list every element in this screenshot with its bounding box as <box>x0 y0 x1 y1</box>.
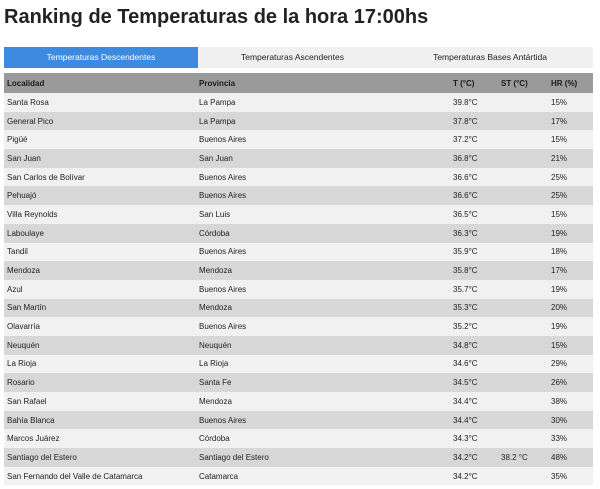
header-localidad: Localidad <box>7 78 45 88</box>
cell-temperatura: 35.3°C <box>453 303 478 313</box>
cell-temperatura: 34.5°C <box>453 378 478 388</box>
cell-humedad: 35% <box>551 471 568 481</box>
cell-sensacion-termica <box>498 280 548 299</box>
cell-humedad: 33% <box>551 434 568 444</box>
cell-localidad: Santiago del Estero <box>7 452 77 462</box>
cell-humedad: 25% <box>551 172 568 182</box>
table-row <box>4 373 593 392</box>
cell-temperatura: 34.8°C <box>453 340 478 350</box>
cell-sensacion-termica <box>498 205 548 224</box>
table-row <box>4 149 593 168</box>
cell-localidad: Mendoza <box>7 266 40 276</box>
cell-localidad: Pigüé <box>7 135 28 145</box>
cell-temperatura: 34.2°C <box>453 452 478 462</box>
cell-humedad: 25% <box>551 191 568 201</box>
cell-provincia: Santiago del Estero <box>199 452 269 462</box>
cell-provincia: Santa Fe <box>199 378 232 388</box>
cell-provincia: La Pampa <box>199 116 236 126</box>
cell-localidad: San Rafael <box>7 396 47 406</box>
cell-temperatura: 36.6°C <box>453 191 478 201</box>
cell-humedad: 26% <box>551 378 568 388</box>
cell-sensacion-termica <box>498 186 548 205</box>
cell-sensacion-termica <box>498 355 548 374</box>
table-row <box>4 355 593 374</box>
cell-provincia: Catamarca <box>199 471 239 481</box>
cell-sensacion-termica <box>498 243 548 262</box>
cell-provincia: San Juan <box>199 153 233 163</box>
cell-temperatura: 37.2°C <box>453 135 478 145</box>
cell-sensacion-termica <box>498 261 548 280</box>
cell-temperatura: 36.8°C <box>453 153 478 163</box>
cell-localidad: Villa Reynolds <box>7 209 58 219</box>
cell-provincia: La Rioja <box>199 359 229 369</box>
cell-provincia: Mendoza <box>199 266 232 276</box>
cell-provincia: Buenos Aires <box>199 172 247 182</box>
tab-temperaturas-bases-antartida[interactable]: Temperaturas Bases Antártida <box>387 47 593 68</box>
cell-temperatura: 34.2°C <box>453 471 478 481</box>
table-body <box>4 93 593 485</box>
cell-provincia: Córdoba <box>199 228 230 238</box>
cell-humedad: 20% <box>551 303 568 313</box>
cell-localidad: Azul <box>7 284 23 294</box>
cell-sensacion-termica: 38.2 °C <box>501 452 528 462</box>
cell-provincia: Mendoza <box>199 396 232 406</box>
cell-temperatura: 35.8°C <box>453 266 478 276</box>
cell-provincia: Buenos Aires <box>199 284 247 294</box>
tab-bar <box>4 47 593 68</box>
table-row <box>4 317 593 336</box>
table-header-row <box>4 73 593 93</box>
table-row <box>4 224 593 243</box>
header-temperatura: T (°C) <box>453 78 475 88</box>
table-row <box>4 186 593 205</box>
cell-humedad: 15% <box>551 340 568 350</box>
cell-temperatura: 36.6°C <box>453 172 478 182</box>
cell-provincia: Buenos Aires <box>199 247 247 257</box>
cell-temperatura: 37.8°C <box>453 116 478 126</box>
cell-sensacion-termica <box>498 411 548 430</box>
ranking-table <box>4 73 593 485</box>
table-row <box>4 429 593 448</box>
cell-temperatura: 34.4°C <box>453 415 478 425</box>
cell-sensacion-termica <box>498 373 548 392</box>
cell-sensacion-termica <box>498 224 548 243</box>
cell-provincia: Buenos Aires <box>199 191 247 201</box>
cell-provincia: Mendoza <box>199 303 232 313</box>
cell-humedad: 48% <box>551 452 568 462</box>
table-row <box>4 93 593 112</box>
cell-humedad: 19% <box>551 228 568 238</box>
cell-localidad: Pehuajó <box>7 191 37 201</box>
cell-sensacion-termica <box>498 130 548 149</box>
cell-temperatura: 35.7°C <box>453 284 478 294</box>
cell-localidad: San Martín <box>7 303 47 313</box>
table-row <box>4 392 593 411</box>
cell-humedad: 17% <box>551 266 568 276</box>
table-row <box>4 467 593 486</box>
cell-provincia: Neuquén <box>199 340 232 350</box>
cell-sensacion-termica <box>498 429 548 448</box>
cell-provincia: Buenos Aires <box>199 415 247 425</box>
cell-temperatura: 39.8°C <box>453 97 478 107</box>
table-row <box>4 280 593 299</box>
cell-sensacion-termica <box>498 112 548 131</box>
table-row <box>4 130 593 149</box>
cell-localidad: San Fernando del Valle de Catamarca <box>7 471 143 481</box>
cell-sensacion-termica <box>498 149 548 168</box>
cell-sensacion-termica <box>498 336 548 355</box>
cell-localidad: Marcos Juárez <box>7 434 60 444</box>
cell-sensacion-termica <box>498 93 548 112</box>
cell-temperatura: 35.2°C <box>453 322 478 332</box>
page-title: Ranking de Temperaturas de la hora 17:00hs <box>4 6 429 28</box>
tab-temperaturas-descendentes[interactable]: Temperaturas Descendentes <box>4 47 198 68</box>
cell-temperatura: 34.6°C <box>453 359 478 369</box>
header-humedad: HR (%) <box>551 78 578 88</box>
cell-provincia: Córdoba <box>199 434 230 444</box>
cell-sensacion-termica <box>498 317 548 336</box>
table-row <box>4 336 593 355</box>
cell-localidad: Tandil <box>7 247 28 257</box>
cell-humedad: 18% <box>551 247 568 257</box>
table-row <box>4 261 593 280</box>
cell-sensacion-termica <box>498 392 548 411</box>
cell-localidad: General Pico <box>7 116 54 126</box>
cell-localidad: Rosario <box>7 378 35 388</box>
cell-localidad: Laboulaye <box>7 228 44 238</box>
table-row <box>4 411 593 430</box>
cell-humedad: 15% <box>551 97 568 107</box>
tab-temperaturas-ascendentes[interactable]: Temperaturas Ascendentes <box>198 47 387 68</box>
cell-provincia: Buenos Aires <box>199 135 247 145</box>
table-row <box>4 205 593 224</box>
cell-provincia: Buenos Aires <box>199 322 247 332</box>
cell-temperatura: 36.3°C <box>453 228 478 238</box>
cell-provincia: La Pampa <box>199 97 236 107</box>
cell-humedad: 19% <box>551 322 568 332</box>
cell-localidad: Santa Rosa <box>7 97 49 107</box>
cell-sensacion-termica <box>498 299 548 318</box>
table-row <box>4 168 593 187</box>
table-row <box>4 112 593 131</box>
table-row <box>4 448 593 467</box>
cell-humedad: 30% <box>551 415 568 425</box>
cell-localidad: Olavarría <box>7 322 40 332</box>
cell-temperatura: 36.5°C <box>453 209 478 219</box>
table-row <box>4 299 593 318</box>
cell-temperatura: 34.3°C <box>453 434 478 444</box>
cell-localidad: San Carlos de Bolívar <box>7 172 85 182</box>
cell-localidad: Neuquén <box>7 340 40 350</box>
table-row <box>4 243 593 262</box>
cell-humedad: 17% <box>551 116 568 126</box>
cell-localidad: La Rioja <box>7 359 37 369</box>
cell-humedad: 29% <box>551 359 568 369</box>
cell-humedad: 19% <box>551 284 568 294</box>
ranking-table-container <box>4 73 593 485</box>
cell-humedad: 21% <box>551 153 568 163</box>
cell-temperatura: 34.4°C <box>453 396 478 406</box>
cell-humedad: 15% <box>551 135 568 145</box>
cell-localidad: San Juan <box>7 153 41 163</box>
cell-humedad: 15% <box>551 209 568 219</box>
header-provincia: Provincia <box>199 78 236 88</box>
cell-localidad: Bahía Blanca <box>7 415 55 425</box>
cell-provincia: San Luis <box>199 209 231 219</box>
cell-sensacion-termica <box>498 168 548 187</box>
cell-humedad: 38% <box>551 396 568 406</box>
cell-temperatura: 35.9°C <box>453 247 478 257</box>
header-sensacion-termica: ST (°C) <box>501 78 528 88</box>
cell-sensacion-termica <box>498 467 548 486</box>
